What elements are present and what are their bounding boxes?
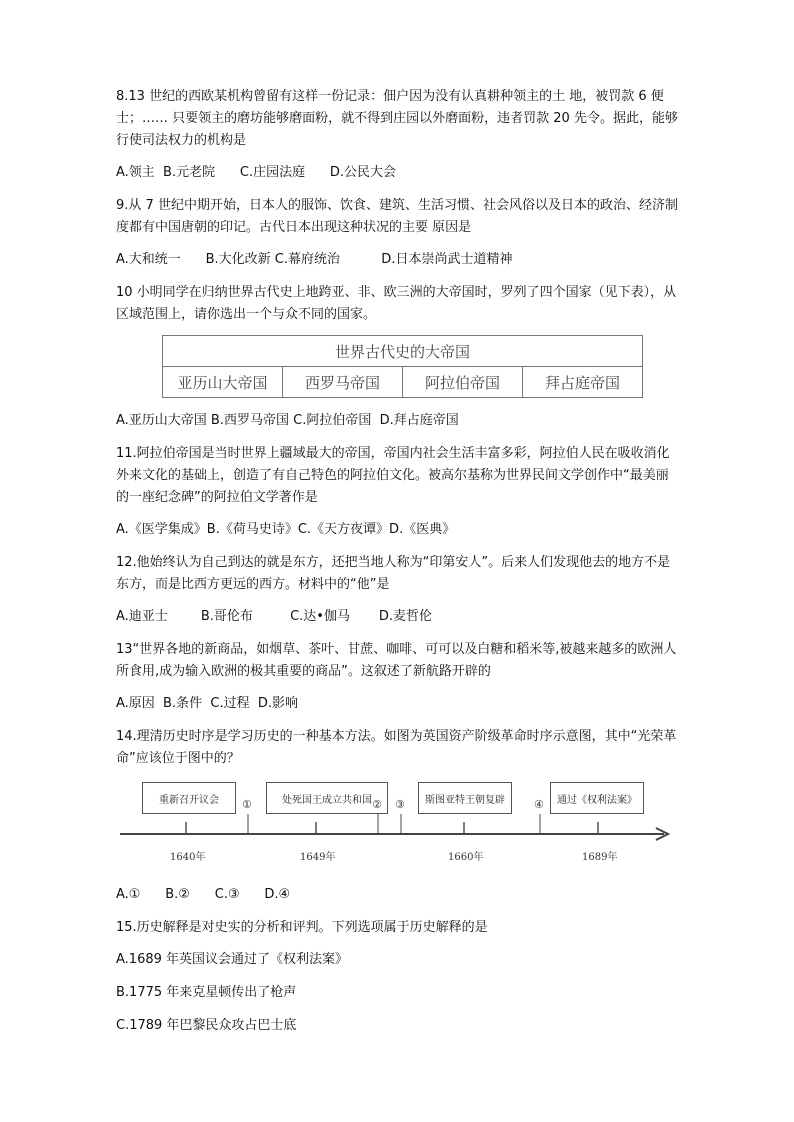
empires-table-cell: 阿拉伯帝国 bbox=[403, 367, 523, 398]
event-box-1649: 处死国王成立共和国 bbox=[266, 782, 388, 814]
year-label-1640: 1640年 bbox=[170, 852, 206, 863]
marker-3: ③ bbox=[395, 798, 405, 811]
question-12-options: A.迪亚士 B.哥伦布 C.达•伽马 D.麦哲伦 bbox=[116, 609, 433, 624]
empires-table-cell: 亚历山大帝国 bbox=[163, 367, 283, 398]
empires-table-cell: 拜占庭帝国 bbox=[523, 367, 643, 398]
year-label-1649: 1649年 bbox=[300, 852, 336, 863]
revolution-timeline bbox=[116, 776, 681, 878]
question-13-stem: 13“世界各地的新商品，如烟草、茶叶、甘蔗、咖啡、可可以及白糖和稻米等,被越来越多的欧洲人所食用,成为输入欧洲的极其重要的商品”。这叙述了新航路开辟的 bbox=[116, 642, 677, 679]
question-9-stem: 9.从 7 世纪中期开始，日本人的服饰、饮食、建筑、生活习惯、社会风俗以及日本的政治、经济制度都有中国唐朝的印记。古代日本出现这种状况的主要 原因是 bbox=[116, 198, 678, 235]
question-10-options: A.亚历山大帝国 B.西罗马帝国 C.阿拉伯帝国 D.拜占庭帝国 bbox=[116, 413, 459, 428]
question-15-stem: 15.历史解释是对史实的分析和评判。下列选项属于历史解释的是 bbox=[116, 920, 488, 935]
year-label-1689: 1689年 bbox=[582, 852, 618, 863]
question-13-options: A.原因 B.条件 C.过程 D.影响 bbox=[116, 696, 298, 711]
question-11-options: A.《医学集成》B.《荷马史诗》C.《天方夜谭》D.《医典》 bbox=[116, 522, 456, 537]
exam-page bbox=[116, 86, 681, 1048]
event-box-1660: 斯图亚特王朝复辟 bbox=[418, 782, 512, 814]
year-label-1660: 1660年 bbox=[448, 852, 484, 863]
marker-2: ② bbox=[372, 798, 382, 811]
question-15-option-a: A.1689 年英国议会通过了《权利法案》 bbox=[116, 952, 349, 967]
empires-table-title: 世界古代史的大帝国 bbox=[163, 336, 643, 367]
empires-table bbox=[162, 335, 643, 398]
question-15-option-c: C.1789 年巴黎民众攻占巴士底 bbox=[116, 1018, 297, 1033]
question-9-options: A.大和统一 B.大化改新 C.幕府统治 D.日本崇尚武士道精神 bbox=[116, 252, 513, 267]
question-15-option-b: B.1775 年来克星顿传出了枪声 bbox=[116, 985, 297, 1000]
event-box-1640: 重新召开议会 bbox=[142, 782, 236, 814]
question-12-stem: 12.他始终认为自己到达的就是东方，还把当地人称为“印第安人”。后来人们发现他去的地方不是东方，而是比西方更远的西方。材料中的“他”是 bbox=[116, 555, 671, 592]
question-8-stem: 8.13 世纪的西欧某机构曾留有这样一份记录：佃户因为没有认真耕种领主的土 地，被罚款 6 便士；…… 只要领主的磨坊能够磨面粉，就不得到庄园以外磨面粉，违者罚款 20 先令。据此，能够行使司法权力的机构是 bbox=[116, 89, 678, 148]
marker-1: ① bbox=[242, 798, 252, 811]
question-14-options: A.① B.② C.③ D.④ bbox=[116, 887, 291, 902]
event-box-1689: 通过《权利法案》 bbox=[550, 782, 644, 814]
question-11-stem: 11.阿拉伯帝国是当时世界上疆域最大的帝国，帝国内社会生活丰富多彩，阿拉伯人民在吸收消化外来文化的基础上，创造了有自己特色的阿拉伯文化。被高尔基称为世界民间文学创作中“最美丽的一座纪念碑”的阿拉伯文学著作是 bbox=[116, 446, 670, 505]
question-14-stem: 14.理清历史时序是学习历史的一种基本方法。如图为英国资产阶级革命时序示意图，其中“光荣革命”应该位于图中的？ bbox=[116, 729, 677, 766]
question-10-stem: 10 小明同学在归纳世界古代史上地跨亚、非、欧三洲的大帝国时，罗列了四个国家（见下表），从区域范围上，请你选出一个与众不同的国家。 bbox=[116, 285, 677, 322]
question-8-options: A.领主 B.元老院 C.庄园法庭 D.公民大会 bbox=[116, 165, 397, 180]
marker-4: ④ bbox=[534, 798, 544, 811]
empires-table-cell: 西罗马帝国 bbox=[283, 367, 403, 398]
